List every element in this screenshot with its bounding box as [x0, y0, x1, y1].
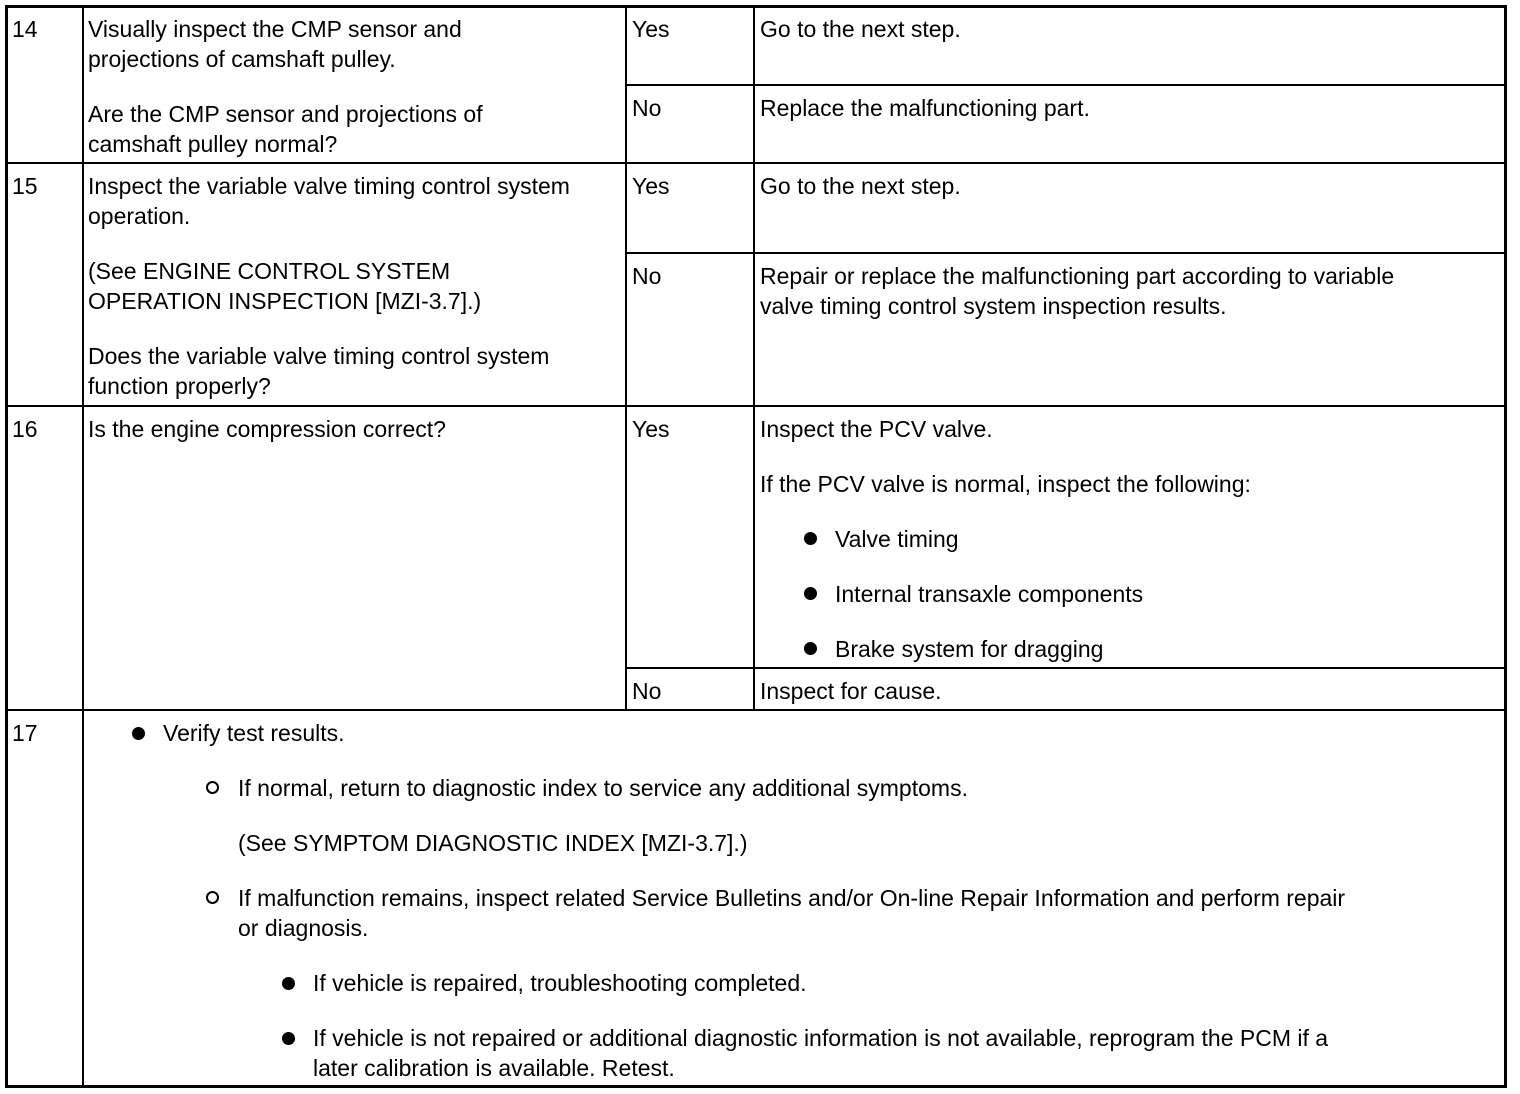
step-number-15: 15 — [12, 173, 38, 199]
if-malfunction-line-2: or diagnosis. — [238, 915, 369, 941]
no-action-14: Replace the malfunctioning part. — [760, 95, 1090, 121]
result-column-divider — [753, 5, 755, 710]
question-15-line-4: function properly? — [88, 373, 271, 399]
question-column-divider — [625, 5, 627, 710]
yes-action-15: Go to the next step. — [760, 173, 961, 199]
bullet-icon — [804, 642, 817, 655]
yes-no-divider-15 — [626, 252, 1507, 254]
no-label-14: No — [632, 95, 662, 121]
yes-no-divider-14 — [626, 84, 1507, 86]
yes-item-16-1: Valve timing — [835, 526, 959, 552]
question-14-line-1: Visually inspect the CMP sensor and — [88, 16, 462, 42]
yes-label-14: Yes — [632, 16, 670, 42]
yes-action-16: Inspect the PCV valve. — [760, 416, 993, 442]
verify-results: Verify test results. — [163, 720, 345, 746]
question-15-line-2: operation. — [88, 203, 191, 229]
yes-label-16: Yes — [632, 416, 670, 442]
if-not-repaired-line-1: If vehicle is not repaired or additional diagnostic information is not available, reprogram the PCM if a — [313, 1025, 1329, 1051]
circle-bullet-icon — [206, 781, 219, 794]
question-15-line-3: Does the variable valve timing control system — [88, 343, 550, 369]
if-not-repaired-line-2: later calibration is available. Retest. — [313, 1055, 675, 1081]
no-action-16: Inspect for cause. — [760, 678, 942, 704]
question-15-ref-line-2: OPERATION INSPECTION [MZI-3.7].) — [88, 288, 482, 314]
bullet-icon — [282, 1032, 295, 1045]
yes-no-divider-16 — [626, 667, 1507, 669]
question-15-ref-line-1: (See ENGINE CONTROL SYSTEM — [88, 258, 451, 284]
question-14-line-4: camshaft pulley normal? — [88, 131, 338, 157]
no-action-15-line-2: valve timing control system inspection results. — [760, 293, 1227, 319]
circle-bullet-icon — [206, 891, 219, 904]
yes-action-14: Go to the next step. — [760, 16, 961, 42]
yes-item-16-3: Brake system for dragging — [835, 636, 1104, 662]
normal-reference: (See SYMPTOM DIAGNOSTIC INDEX [MZI-3.7].) — [238, 830, 748, 856]
question-15-line-1: Inspect the variable valve timing control system — [88, 173, 570, 199]
yes-followup-16: If the PCV valve is normal, inspect the following: — [760, 471, 1251, 497]
bullet-icon — [132, 727, 145, 740]
bullet-icon — [282, 977, 295, 990]
step-number-16: 16 — [12, 416, 38, 442]
step-column-divider — [82, 5, 84, 1088]
row-divider-16-17 — [5, 709, 1507, 711]
step-number-17: 17 — [12, 720, 38, 746]
bullet-icon — [804, 532, 817, 545]
yes-item-16-2: Internal transaxle components — [835, 581, 1144, 607]
no-label-16: No — [632, 678, 662, 704]
question-14-line-3: Are the CMP sensor and projections of — [88, 101, 483, 127]
if-repaired: If vehicle is repaired, troubleshooting completed. — [313, 970, 807, 996]
diagnostic-table — [5, 5, 1507, 1088]
row-divider-14-15 — [5, 162, 1507, 164]
no-label-15: No — [632, 263, 662, 289]
row-divider-15-16 — [5, 405, 1507, 407]
question-16: Is the engine compression correct? — [88, 416, 446, 442]
step-number-14: 14 — [12, 16, 38, 42]
if-normal: If normal, return to diagnostic index to service any additional symptoms. — [238, 775, 968, 801]
no-action-15-line-1: Repair or replace the malfunctioning part according to variable — [760, 263, 1395, 289]
yes-label-15: Yes — [632, 173, 670, 199]
question-14-line-2: projections of camshaft pulley. — [88, 46, 396, 72]
if-malfunction-line-1: If malfunction remains, inspect related Service Bulletins and/or On-line Repair Information and perform repair — [238, 885, 1346, 911]
bullet-icon — [804, 587, 817, 600]
